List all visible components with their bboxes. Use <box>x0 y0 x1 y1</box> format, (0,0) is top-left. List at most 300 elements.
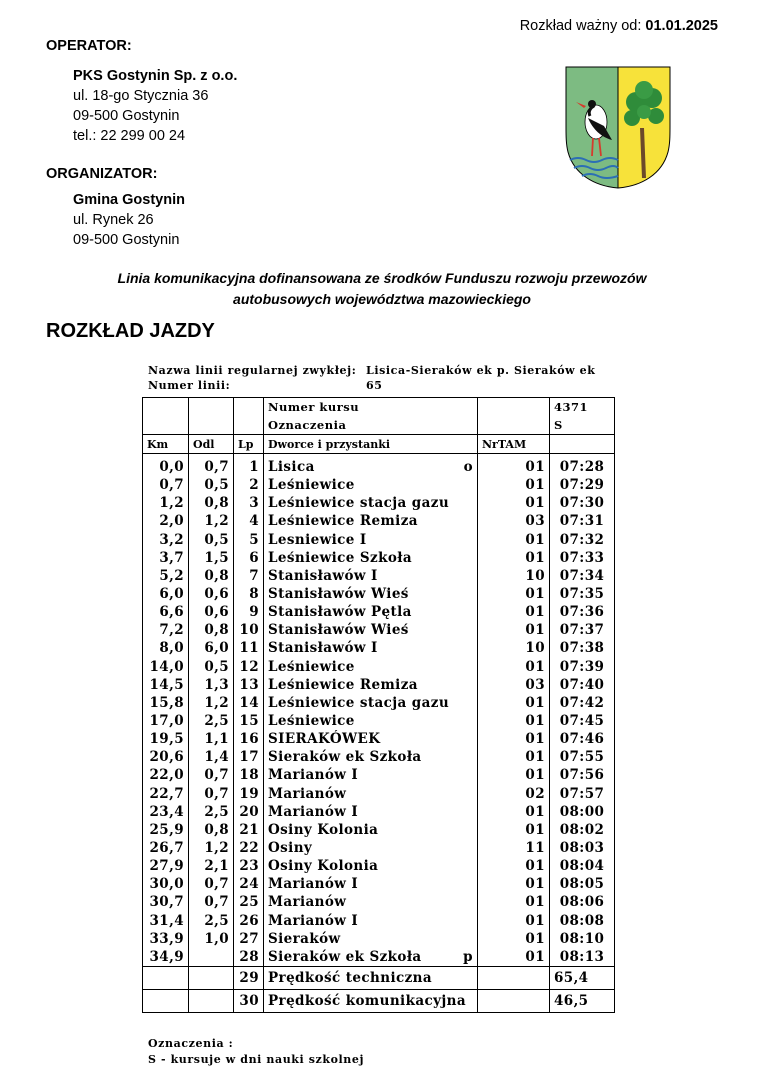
lp-cell: 27 <box>234 930 264 948</box>
stop-wrap <box>268 857 473 875</box>
empty-cell <box>189 989 234 1012</box>
odl-cell: 1,2 <box>189 512 234 530</box>
nrtam-cell: 01 <box>478 821 550 839</box>
table-row <box>143 658 615 676</box>
lp-cell: 24 <box>234 875 264 893</box>
stop-cell <box>264 948 478 967</box>
km-cell: 0,0 <box>143 454 189 477</box>
stop-wrap <box>268 730 473 748</box>
km-cell: 19,5 <box>143 730 189 748</box>
operator-title: OPERATOR: <box>46 38 132 54</box>
summary-label: Prędkość komunikacyjna <box>264 989 478 1012</box>
nrtam-cell: 01 <box>478 658 550 676</box>
stop-name: Sieraków ek Szkoła <box>268 948 422 965</box>
km-cell: 3,7 <box>143 549 189 567</box>
course-number-row <box>143 398 615 417</box>
lp-cell: 15 <box>234 712 264 730</box>
stop-name: Sieraków ek Szkoła <box>268 749 422 766</box>
funding-line-2: autobusowych województwa mazowieckiego <box>233 291 531 307</box>
stop-wrap <box>268 585 473 603</box>
lp-cell: 26 <box>234 912 264 930</box>
organizer-city: 09-500 Gostynin <box>73 232 180 248</box>
odl-cell: 1,2 <box>189 839 234 857</box>
organizer-address <box>73 190 185 250</box>
stop-name: Osiny Kolonia <box>268 858 379 875</box>
nrtam-cell: 01 <box>478 893 550 911</box>
odl-cell: 0,5 <box>189 658 234 676</box>
stop-name: Marianów <box>268 894 347 911</box>
odl-cell: 0,7 <box>189 454 234 477</box>
summary-row <box>143 989 615 1012</box>
km-cell: 33,9 <box>143 930 189 948</box>
stop-cell <box>264 821 478 839</box>
col-stops: Dworce i przystanki <box>264 435 478 454</box>
nrtam-cell: 01 <box>478 549 550 567</box>
nrtam-cell: 01 <box>478 712 550 730</box>
stop-cell <box>264 512 478 530</box>
time-cell: 07:36 <box>550 603 615 621</box>
stop-wrap <box>268 821 473 839</box>
stop-cell <box>264 567 478 585</box>
stop-cell <box>264 639 478 657</box>
km-cell: 6,6 <box>143 603 189 621</box>
line-name-label: Nazwa linii regularnej zwykłej: <box>148 364 357 377</box>
stop-cell <box>264 676 478 694</box>
stop-cell <box>264 694 478 712</box>
table-row <box>143 712 615 730</box>
time-cell: 07:28 <box>550 454 615 477</box>
nrtam-cell: 01 <box>478 694 550 712</box>
course-number-label: Numer kursu <box>264 398 478 417</box>
table-row <box>143 494 615 512</box>
time-cell: 08:13 <box>550 948 615 967</box>
stop-wrap <box>268 803 473 821</box>
stop-wrap <box>268 512 473 530</box>
stop-wrap <box>268 912 473 930</box>
odl-cell: 1,5 <box>189 549 234 567</box>
time-cell: 07:46 <box>550 730 615 748</box>
time-cell: 08:10 <box>550 930 615 948</box>
stop-wrap <box>268 694 473 712</box>
lp-cell: 13 <box>234 676 264 694</box>
lp-cell: 19 <box>234 785 264 803</box>
table-row <box>143 531 615 549</box>
km-cell: 7,2 <box>143 621 189 639</box>
odl-cell: 1,3 <box>189 676 234 694</box>
nrtam-cell: 01 <box>478 930 550 948</box>
table-row <box>143 839 615 857</box>
km-cell: 3,2 <box>143 531 189 549</box>
stop-cell <box>264 712 478 730</box>
stop-wrap <box>268 875 473 893</box>
funding-line-1: Linia komunikacyjna dofinansowana ze środków Funduszu rozwoju przewozów <box>117 270 647 286</box>
stop-wrap <box>268 458 473 476</box>
time-cell: 07:55 <box>550 748 615 766</box>
empty-cell <box>143 989 189 1012</box>
odl-cell: 2,1 <box>189 857 234 875</box>
time-cell: 07:35 <box>550 585 615 603</box>
stop-name: Stanisławów Pętla <box>268 604 412 621</box>
course-number: 4371 <box>550 398 615 417</box>
funding-note <box>60 268 704 310</box>
stop-name: Leśniewice Szkoła <box>268 549 412 566</box>
odl-cell: 2,5 <box>189 803 234 821</box>
odl-cell: 0,6 <box>189 585 234 603</box>
odl-cell: 1,1 <box>189 730 234 748</box>
line-name-value: Lisica-Sieraków ek p. Sieraków ek <box>366 364 596 377</box>
summary-value: 65,4 <box>550 966 615 989</box>
nrtam-cell: 10 <box>478 639 550 657</box>
table-row <box>143 676 615 694</box>
stop-mark: p <box>463 948 473 965</box>
nrtam-cell: 01 <box>478 476 550 494</box>
stop-name: Leśniewice stacja gazu <box>268 495 450 512</box>
table-row <box>143 930 615 948</box>
stop-cell <box>264 603 478 621</box>
lp-cell: 20 <box>234 803 264 821</box>
stop-wrap <box>268 766 473 784</box>
km-cell: 31,4 <box>143 912 189 930</box>
km-cell: 15,8 <box>143 694 189 712</box>
time-cell: 07:45 <box>550 712 615 730</box>
odl-cell: 2,5 <box>189 912 234 930</box>
line-info-labels <box>148 363 356 393</box>
km-cell: 34,9 <box>143 948 189 967</box>
stop-wrap <box>268 603 473 621</box>
stop-name: Stanisławów I <box>268 567 378 584</box>
odl-cell: 0,8 <box>189 621 234 639</box>
table-row <box>143 748 615 766</box>
stop-wrap <box>268 639 473 657</box>
km-cell: 22,7 <box>143 785 189 803</box>
lp-cell: 22 <box>234 839 264 857</box>
col-lp: Lp <box>234 435 264 454</box>
stop-wrap <box>268 531 473 549</box>
course-marking-label: Oznaczenia <box>264 416 478 435</box>
stop-name: Leśniewice <box>268 658 355 675</box>
col-km: Km <box>143 435 189 454</box>
time-cell: 07:30 <box>550 494 615 512</box>
km-cell: 6,0 <box>143 585 189 603</box>
validity-label: Rozkład ważny od: <box>519 18 642 34</box>
lp-cell: 28 <box>234 948 264 967</box>
km-cell: 26,7 <box>143 839 189 857</box>
odl-cell: 0,8 <box>189 567 234 585</box>
operator-city: 09-500 Gostynin <box>73 108 180 124</box>
nrtam-cell: 01 <box>478 621 550 639</box>
legend-notes <box>148 1036 364 1068</box>
lp-cell: 2 <box>234 476 264 494</box>
stop-wrap <box>268 785 473 803</box>
stop-name: Osiny Kolonia <box>268 821 379 838</box>
stop-name: Marianów <box>268 785 347 802</box>
stop-name: Stanisławów I <box>268 640 378 657</box>
lp-cell: 21 <box>234 821 264 839</box>
empty-cell <box>143 966 189 989</box>
table-row <box>143 730 615 748</box>
km-cell: 8,0 <box>143 639 189 657</box>
operator-street: ul. 18-go Stycznia 36 <box>73 88 209 104</box>
odl-cell: 0,7 <box>189 875 234 893</box>
lp-cell: 23 <box>234 857 264 875</box>
table-row <box>143 912 615 930</box>
nrtam-cell: 01 <box>478 454 550 477</box>
table-row <box>143 549 615 567</box>
lp-cell: 10 <box>234 621 264 639</box>
stop-wrap <box>268 712 473 730</box>
lp-cell: 14 <box>234 694 264 712</box>
time-cell: 08:05 <box>550 875 615 893</box>
time-cell: 07:37 <box>550 621 615 639</box>
lp-cell: 11 <box>234 639 264 657</box>
nrtam-cell: 11 <box>478 839 550 857</box>
stop-name: Leśniewice Remiza <box>268 513 418 530</box>
stop-name: Marianów I <box>268 767 359 784</box>
lp-cell: 5 <box>234 531 264 549</box>
timetable-body <box>143 454 615 1013</box>
stop-name: Lisica <box>268 459 315 476</box>
km-cell: 14,5 <box>143 676 189 694</box>
lp-cell: 18 <box>234 766 264 784</box>
stop-name: SIERAKÓWEK <box>268 731 381 748</box>
table-row <box>143 893 615 911</box>
time-cell: 07:33 <box>550 549 615 567</box>
km-cell: 23,4 <box>143 803 189 821</box>
km-cell: 22,0 <box>143 766 189 784</box>
stop-name: Sieraków <box>268 930 341 947</box>
summary-value: 46,5 <box>550 989 615 1012</box>
table-row <box>143 857 615 875</box>
stop-wrap <box>268 839 473 857</box>
km-cell: 25,9 <box>143 821 189 839</box>
stop-name: Marianów I <box>268 912 359 929</box>
table-row <box>143 766 615 784</box>
nrtam-cell: 02 <box>478 785 550 803</box>
stop-wrap <box>268 658 473 676</box>
col-odl: Odl <box>189 435 234 454</box>
lp-cell: 16 <box>234 730 264 748</box>
nrtam-cell: 01 <box>478 875 550 893</box>
validity-date: 01.01.2025 <box>645 18 718 34</box>
stop-wrap <box>268 676 473 694</box>
km-cell: 30,0 <box>143 875 189 893</box>
nrtam-cell: 10 <box>478 567 550 585</box>
stop-cell <box>264 476 478 494</box>
nrtam-cell: 01 <box>478 803 550 821</box>
time-cell: 08:04 <box>550 857 615 875</box>
stop-mark: o <box>463 459 473 476</box>
nrtam-cell: 01 <box>478 585 550 603</box>
km-cell: 30,7 <box>143 893 189 911</box>
km-cell: 5,2 <box>143 567 189 585</box>
stop-wrap <box>268 494 473 512</box>
stop-wrap <box>268 567 473 585</box>
lp-cell: 3 <box>234 494 264 512</box>
time-cell: 08:06 <box>550 893 615 911</box>
km-cell: 2,0 <box>143 512 189 530</box>
time-cell: 08:03 <box>550 839 615 857</box>
stop-wrap <box>268 948 473 966</box>
operator-name: PKS Gostynin Sp. z o.o. <box>73 68 238 84</box>
stop-wrap <box>268 893 473 911</box>
nrtam-cell: 01 <box>478 730 550 748</box>
nrtam-cell: 01 <box>478 857 550 875</box>
organizer-name: Gmina Gostynin <box>73 192 185 208</box>
stop-cell <box>264 494 478 512</box>
time-cell: 07:39 <box>550 658 615 676</box>
table-row <box>143 803 615 821</box>
empty-cell <box>189 966 234 989</box>
lp-cell: 30 <box>234 989 264 1012</box>
stop-name: Leśniewice <box>268 713 355 730</box>
time-cell: 07:38 <box>550 639 615 657</box>
nrtam-cell: 03 <box>478 676 550 694</box>
nrtam-cell: 01 <box>478 948 550 967</box>
line-info-values <box>366 363 596 393</box>
table-row <box>143 785 615 803</box>
page-title: ROZKŁAD JAZDY <box>46 320 215 342</box>
table-row <box>143 821 615 839</box>
nrtam-cell: 01 <box>478 603 550 621</box>
stop-cell <box>264 857 478 875</box>
validity-info <box>520 18 718 34</box>
organizer-title: ORGANIZATOR: <box>46 166 158 182</box>
legend-line: S - kursuje w dni nauki szkolnej <box>148 1053 365 1066</box>
lp-cell: 17 <box>234 748 264 766</box>
km-cell: 20,6 <box>143 748 189 766</box>
operator-address <box>73 66 237 146</box>
stop-name: Lesniewice I <box>268 531 367 548</box>
nrtam-cell: 01 <box>478 748 550 766</box>
timetable <box>142 397 615 1013</box>
stop-cell <box>264 766 478 784</box>
table-row <box>143 454 615 477</box>
odl-cell: 6,0 <box>189 639 234 657</box>
lp-cell: 9 <box>234 603 264 621</box>
summary-label: Prędkość techniczna <box>264 966 478 989</box>
table-row <box>143 585 615 603</box>
organizer-street: ul. Rynek 26 <box>73 212 154 228</box>
lp-cell: 1 <box>234 454 264 477</box>
stop-name: Leśniewice stacja gazu <box>268 694 450 711</box>
stop-wrap <box>268 621 473 639</box>
stop-cell <box>264 748 478 766</box>
time-cell: 08:00 <box>550 803 615 821</box>
odl-cell: 0,6 <box>189 603 234 621</box>
stop-name: Marianów I <box>268 803 359 820</box>
stop-cell <box>264 454 478 477</box>
odl-cell: 1,0 <box>189 930 234 948</box>
stop-cell <box>264 531 478 549</box>
time-cell: 08:08 <box>550 912 615 930</box>
table-row <box>143 476 615 494</box>
table-row <box>143 567 615 585</box>
odl-cell: 0,7 <box>189 785 234 803</box>
odl-cell: 0,5 <box>189 531 234 549</box>
course-marking-row <box>143 416 615 435</box>
odl-cell: 0,5 <box>189 476 234 494</box>
odl-cell: 2,5 <box>189 712 234 730</box>
table-row <box>143 621 615 639</box>
table-row <box>143 875 615 893</box>
stop-name: Marianów I <box>268 876 359 893</box>
stop-name: Leśniewice Remiza <box>268 676 418 693</box>
stop-cell <box>264 658 478 676</box>
stop-name: Stanisławów Wieś <box>268 622 409 639</box>
km-cell: 27,9 <box>143 857 189 875</box>
nrtam-cell: 03 <box>478 512 550 530</box>
empty-cell <box>478 989 550 1012</box>
stop-cell <box>264 803 478 821</box>
time-cell: 07:40 <box>550 676 615 694</box>
lp-cell: 12 <box>234 658 264 676</box>
odl-cell: 1,2 <box>189 694 234 712</box>
nrtam-cell: 01 <box>478 494 550 512</box>
stop-wrap <box>268 930 473 948</box>
table-row <box>143 948 615 967</box>
stop-cell <box>264 585 478 603</box>
time-cell: 07:29 <box>550 476 615 494</box>
time-cell: 07:42 <box>550 694 615 712</box>
km-cell: 1,2 <box>143 494 189 512</box>
table-row <box>143 512 615 530</box>
stop-wrap <box>268 549 473 567</box>
stop-name: Leśniewice <box>268 477 355 494</box>
stop-wrap <box>268 748 473 766</box>
stop-name: Osiny <box>268 840 313 857</box>
lp-cell: 25 <box>234 893 264 911</box>
table-row <box>143 694 615 712</box>
nrtam-cell: 01 <box>478 531 550 549</box>
line-number-value: 65 <box>366 379 383 392</box>
km-cell: 17,0 <box>143 712 189 730</box>
course-marking: S <box>550 416 615 435</box>
stop-cell <box>264 549 478 567</box>
odl-cell: 0,8 <box>189 494 234 512</box>
stop-name: Stanisławów Wieś <box>268 586 409 603</box>
col-nrtam: NrTAM <box>478 435 550 454</box>
lp-cell: 8 <box>234 585 264 603</box>
odl-cell: 0,7 <box>189 893 234 911</box>
stop-cell <box>264 875 478 893</box>
lp-cell: 6 <box>234 549 264 567</box>
summary-row <box>143 966 615 989</box>
odl-cell: 0,8 <box>189 821 234 839</box>
odl-cell <box>189 948 234 967</box>
lp-cell: 7 <box>234 567 264 585</box>
lp-cell: 4 <box>234 512 264 530</box>
stop-cell <box>264 912 478 930</box>
coat-of-arms-icon <box>564 66 672 196</box>
time-cell: 08:02 <box>550 821 615 839</box>
column-headers <box>143 435 615 454</box>
km-cell: 0,7 <box>143 476 189 494</box>
time-cell: 07:57 <box>550 785 615 803</box>
stop-wrap <box>268 476 473 494</box>
stop-cell <box>264 893 478 911</box>
table-row <box>143 639 615 657</box>
legend-title: Oznaczenia : <box>148 1037 234 1050</box>
time-cell: 07:56 <box>550 766 615 784</box>
operator-phone: tel.: 22 299 00 24 <box>73 128 186 144</box>
odl-cell: 1,4 <box>189 748 234 766</box>
table-row <box>143 603 615 621</box>
stop-cell <box>264 785 478 803</box>
time-cell: 07:31 <box>550 512 615 530</box>
time-cell: 07:34 <box>550 567 615 585</box>
stop-cell <box>264 839 478 857</box>
stop-cell <box>264 730 478 748</box>
